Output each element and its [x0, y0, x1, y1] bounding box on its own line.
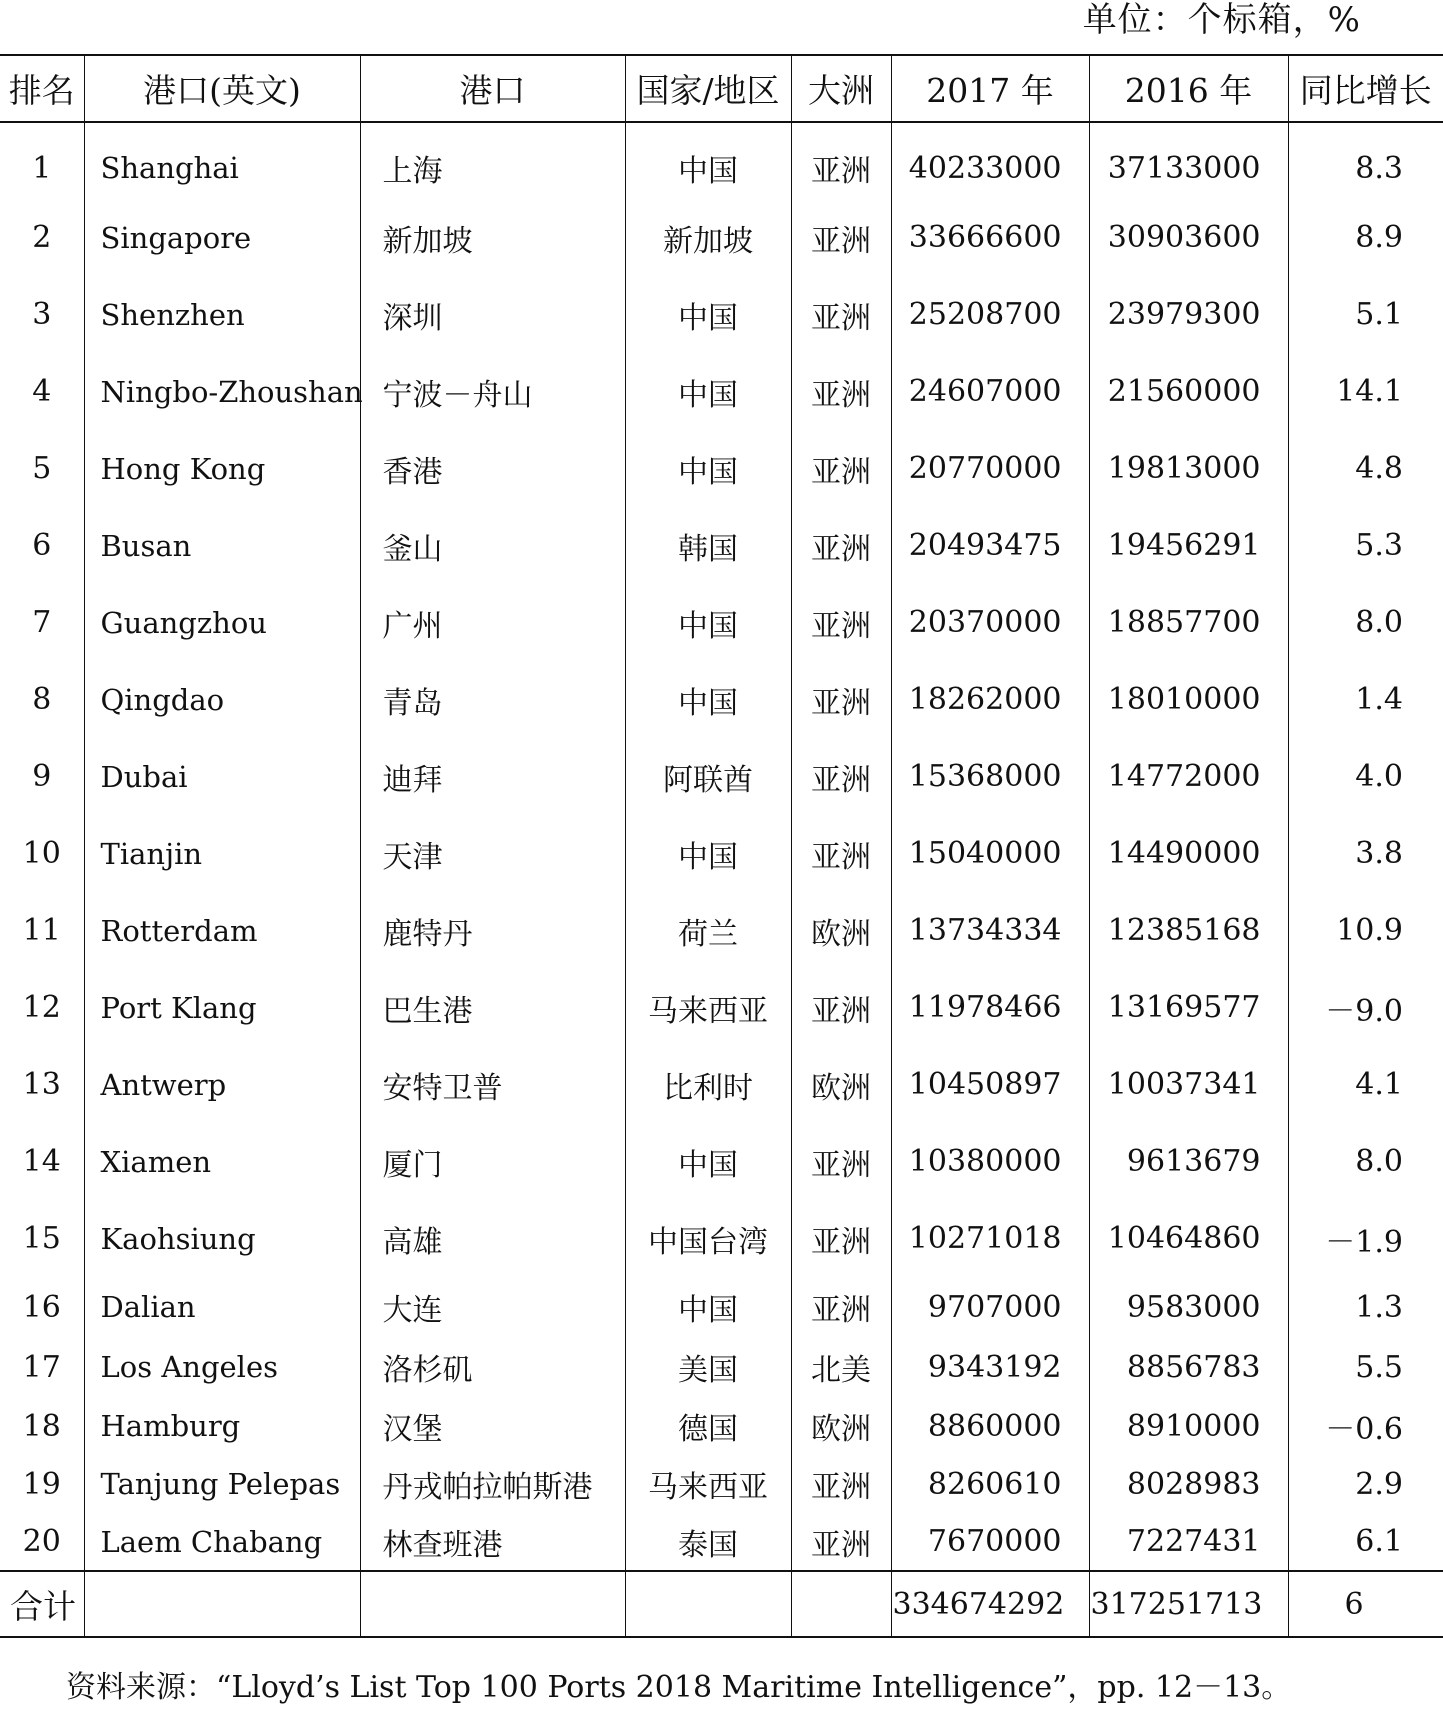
table-row — [0, 1337, 1443, 1397]
teu-2017-cell: 9343192 — [891, 1337, 1089, 1397]
port-en-cell: Antwerp — [84, 1046, 360, 1123]
country-cell: 美国 — [625, 1337, 791, 1397]
table-row — [0, 199, 1443, 276]
teu-2016-cell: 7227431 — [1089, 1513, 1288, 1571]
port-cn-cell: 广州 — [360, 584, 625, 661]
port-en-cell: Guangzhou — [84, 584, 360, 661]
rank-cell: 2 — [32, 220, 52, 255]
country-cell: 中国 — [625, 276, 791, 353]
table-row — [0, 815, 1443, 892]
port-en-cell: Singapore — [84, 199, 360, 276]
rank-cell: 15 — [22, 1221, 61, 1256]
teu-2016-cell: 30903600 — [1089, 199, 1288, 276]
country-cell: 泰国 — [625, 1513, 791, 1571]
teu-2017-cell: 10271018 — [891, 1200, 1089, 1277]
total-label: 合计 — [0, 1571, 84, 1637]
teu-2017-cell: 10380000 — [891, 1123, 1089, 1200]
continent-cell: 亚洲 — [791, 1123, 891, 1200]
teu-2016-cell: 10037341 — [1089, 1046, 1288, 1123]
table-row — [0, 1200, 1443, 1277]
growth-cell: 4.8 — [1288, 430, 1443, 507]
port-cn-cell: 鹿特丹 — [360, 892, 625, 969]
rank-cell: 20 — [22, 1524, 61, 1559]
growth-cell: 10.9 — [1288, 892, 1443, 969]
table-row — [0, 661, 1443, 738]
port-cn-cell: 巴生港 — [360, 969, 625, 1046]
port-en-cell: Shenzhen — [84, 276, 360, 353]
teu-2017-cell: 15040000 — [891, 815, 1089, 892]
table-row — [0, 584, 1443, 661]
teu-2017-cell: 40233000 — [891, 122, 1089, 199]
growth-cell: 1.3 — [1288, 1277, 1443, 1337]
port-en-cell: Ningbo-Zhoushan — [84, 353, 360, 430]
table-row — [0, 892, 1443, 969]
rank-cell: 19 — [22, 1466, 61, 1502]
teu-2017-cell: 20493475 — [891, 507, 1089, 584]
port-cn-cell: 新加坡 — [360, 199, 625, 276]
rank-cell: 18 — [22, 1408, 61, 1444]
total-empty-cell — [84, 1571, 360, 1637]
table-row — [0, 353, 1443, 430]
rank-cell: 9 — [32, 759, 52, 794]
country-cell: 比利时 — [625, 1046, 791, 1123]
country-cell: 中国 — [625, 430, 791, 507]
port-cn-cell: 宁波－舟山 — [360, 353, 625, 430]
teu-2017-cell: 8860000 — [891, 1397, 1089, 1455]
header-country: 国家/地区 — [625, 55, 791, 122]
table-row — [0, 507, 1443, 584]
continent-cell: 亚洲 — [791, 353, 891, 430]
table-row — [0, 738, 1443, 815]
country-cell: 新加坡 — [625, 199, 791, 276]
port-en-cell: Tianjin — [84, 815, 360, 892]
port-cn-cell: 大连 — [360, 1277, 625, 1337]
continent-cell: 亚洲 — [791, 661, 891, 738]
rank-cell: 8 — [32, 682, 52, 717]
continent-cell: 亚洲 — [791, 815, 891, 892]
rank-cell: 12 — [22, 990, 61, 1025]
continent-cell: 欧洲 — [791, 892, 891, 969]
teu-2016-cell: 18010000 — [1089, 661, 1288, 738]
total-empty-cell — [625, 1571, 791, 1637]
country-cell: 马来西亚 — [625, 1455, 791, 1513]
total-empty-cell — [360, 1571, 625, 1637]
teu-2016-cell: 19813000 — [1089, 430, 1288, 507]
table-body — [0, 122, 1443, 1571]
port-en-cell: Dalian — [84, 1277, 360, 1337]
growth-cell: 5.3 — [1288, 507, 1443, 584]
country-cell: 中国台湾 — [625, 1200, 791, 1277]
unit-note: 单位：个标箱，% — [1082, 0, 1361, 40]
growth-cell: 8.0 — [1288, 584, 1443, 661]
continent-cell: 欧洲 — [791, 1046, 891, 1123]
teu-2016-cell: 12385168 — [1089, 892, 1288, 969]
total-2016: 317251713 — [1089, 1571, 1288, 1637]
growth-cell: －1.9 — [1288, 1200, 1443, 1277]
continent-cell: 亚洲 — [791, 969, 891, 1046]
port-en-cell: Los Angeles — [84, 1337, 360, 1397]
country-cell: 荷兰 — [625, 892, 791, 969]
teu-2017-cell: 7670000 — [891, 1513, 1089, 1571]
table-row — [0, 1513, 1443, 1571]
rank-cell: 13 — [22, 1067, 61, 1102]
country-cell: 中国 — [625, 1123, 791, 1200]
port-cn-cell: 丹戎帕拉帕斯港 — [360, 1455, 625, 1513]
growth-cell: 8.0 — [1288, 1123, 1443, 1200]
continent-cell: 亚洲 — [791, 1513, 891, 1571]
teu-2016-cell: 37133000 — [1089, 122, 1288, 199]
table-row — [0, 1455, 1443, 1513]
rank-cell: 10 — [22, 836, 61, 871]
total-row — [0, 1571, 1443, 1637]
growth-cell: 1.4 — [1288, 661, 1443, 738]
teu-2016-cell: 8856783 — [1089, 1337, 1288, 1397]
port-cn-cell: 上海 — [360, 122, 625, 199]
port-en-cell: Shanghai — [84, 122, 360, 199]
continent-cell: 亚洲 — [791, 1200, 891, 1277]
continent-cell: 亚洲 — [791, 738, 891, 815]
teu-2017-cell: 25208700 — [891, 276, 1089, 353]
port-en-cell: Tanjung Pelepas — [84, 1455, 360, 1513]
header-port-cn: 港口 — [360, 55, 625, 122]
port-cn-cell: 汉堡 — [360, 1397, 625, 1455]
growth-cell: 2.9 — [1288, 1455, 1443, 1513]
port-cn-cell: 厦门 — [360, 1123, 625, 1200]
header-rank: 排名 — [0, 55, 84, 122]
country-cell: 德国 — [625, 1397, 791, 1455]
rank-cell: 3 — [32, 297, 52, 332]
growth-cell: 5.1 — [1288, 276, 1443, 353]
port-en-cell: Dubai — [84, 738, 360, 815]
growth-cell: 3.8 — [1288, 815, 1443, 892]
teu-2017-cell: 9707000 — [891, 1277, 1089, 1337]
port-en-cell: Hong Kong — [84, 430, 360, 507]
teu-2016-cell: 18857700 — [1089, 584, 1288, 661]
header-growth: 同比增长 — [1288, 55, 1443, 122]
country-cell: 马来西亚 — [625, 969, 791, 1046]
teu-2017-cell: 11978466 — [891, 969, 1089, 1046]
continent-cell: 亚洲 — [791, 276, 891, 353]
port-en-cell: Kaohsiung — [84, 1200, 360, 1277]
port-cn-cell: 高雄 — [360, 1200, 625, 1277]
growth-cell: 8.9 — [1288, 199, 1443, 276]
teu-2017-cell: 10450897 — [891, 1046, 1089, 1123]
teu-2017-cell: 20770000 — [891, 430, 1089, 507]
port-cn-cell: 天津 — [360, 815, 625, 892]
teu-2016-cell: 19456291 — [1089, 507, 1288, 584]
rank-cell: 11 — [22, 913, 61, 948]
teu-2017-cell: 20370000 — [891, 584, 1089, 661]
continent-cell: 北美 — [791, 1337, 891, 1397]
teu-2016-cell: 9583000 — [1089, 1277, 1288, 1337]
teu-2017-cell: 18262000 — [891, 661, 1089, 738]
port-cn-cell: 安特卫普 — [360, 1046, 625, 1123]
header-2016: 2016 年 — [1089, 55, 1288, 122]
continent-cell: 亚洲 — [791, 507, 891, 584]
total-2017: 334674292 — [891, 1571, 1089, 1637]
teu-2016-cell: 8028983 — [1089, 1455, 1288, 1513]
rank-cell: 16 — [22, 1289, 61, 1325]
teu-2016-cell: 9613679 — [1089, 1123, 1288, 1200]
teu-2016-cell: 10464860 — [1089, 1200, 1288, 1277]
teu-2017-cell: 24607000 — [891, 353, 1089, 430]
table-row — [0, 430, 1443, 507]
continent-cell: 亚洲 — [791, 199, 891, 276]
port-en-cell: Port Klang — [84, 969, 360, 1046]
growth-cell: －9.0 — [1288, 969, 1443, 1046]
teu-2016-cell: 23979300 — [1089, 276, 1288, 353]
rank-cell: 5 — [32, 451, 52, 486]
port-cn-cell: 深圳 — [360, 276, 625, 353]
port-cn-cell: 迪拜 — [360, 738, 625, 815]
rank-cell: 14 — [22, 1144, 61, 1179]
port-cn-cell: 香港 — [360, 430, 625, 507]
header-row — [0, 55, 1443, 122]
country-cell: 中国 — [625, 1277, 791, 1337]
port-cn-cell: 青岛 — [360, 661, 625, 738]
continent-cell: 欧洲 — [791, 1397, 891, 1455]
table-row — [0, 1046, 1443, 1123]
teu-2016-cell: 8910000 — [1089, 1397, 1288, 1455]
rank-cell: 17 — [22, 1349, 61, 1385]
header-2017: 2017 年 — [891, 55, 1089, 122]
growth-cell: 4.0 — [1288, 738, 1443, 815]
header-continent: 大洲 — [791, 55, 891, 122]
port-en-cell: Laem Chabang — [84, 1513, 360, 1571]
teu-2016-cell: 21560000 — [1089, 353, 1288, 430]
country-cell: 中国 — [625, 353, 791, 430]
table-row — [0, 1277, 1443, 1337]
header-port-en: 港口(英文) — [84, 55, 360, 122]
growth-cell: 8.3 — [1288, 122, 1443, 199]
table-row — [0, 1123, 1443, 1200]
country-cell: 韩国 — [625, 507, 791, 584]
rank-cell: 1 — [32, 150, 52, 186]
port-en-cell: Qingdao — [84, 661, 360, 738]
source-note: 资料来源：“Lloyd’s List Top 100 Ports 2018 Maritime Intelligence”，pp. 12－13。 — [66, 1670, 1292, 1705]
rank-cell: 6 — [32, 528, 52, 563]
teu-2017-cell: 13734334 — [891, 892, 1089, 969]
rank-cell: 7 — [32, 605, 52, 640]
rank-cell: 4 — [32, 374, 52, 409]
teu-2017-cell: 15368000 — [891, 738, 1089, 815]
growth-cell: 6.1 — [1288, 1513, 1443, 1571]
growth-cell: 14.1 — [1288, 353, 1443, 430]
port-cn-cell: 林查班港 — [360, 1513, 625, 1571]
port-en-cell: Hamburg — [84, 1397, 360, 1455]
port-en-cell: Xiamen — [84, 1123, 360, 1200]
teu-2016-cell: 14772000 — [1089, 738, 1288, 815]
port-cn-cell: 洛杉矶 — [360, 1337, 625, 1397]
continent-cell: 亚洲 — [791, 430, 891, 507]
port-en-cell: Rotterdam — [84, 892, 360, 969]
continent-cell: 亚洲 — [791, 584, 891, 661]
growth-cell: －0.6 — [1288, 1397, 1443, 1455]
teu-2016-cell: 14490000 — [1089, 815, 1288, 892]
continent-cell: 亚洲 — [791, 1455, 891, 1513]
total-growth: 6 — [1288, 1571, 1443, 1637]
table-row — [0, 276, 1443, 353]
port-ranking-table — [0, 54, 1443, 1638]
continent-cell: 亚洲 — [791, 122, 891, 199]
teu-2017-cell: 33666600 — [891, 199, 1089, 276]
table-row — [0, 969, 1443, 1046]
country-cell: 中国 — [625, 661, 791, 738]
growth-cell: 5.5 — [1288, 1337, 1443, 1397]
port-en-cell: Busan — [84, 507, 360, 584]
country-cell: 中国 — [625, 122, 791, 199]
total-empty-cell — [791, 1571, 891, 1637]
country-cell: 中国 — [625, 584, 791, 661]
table-row — [0, 122, 1443, 199]
country-cell: 中国 — [625, 815, 791, 892]
continent-cell: 亚洲 — [791, 1277, 891, 1337]
teu-2016-cell: 13169577 — [1089, 969, 1288, 1046]
table-row — [0, 1397, 1443, 1455]
teu-2017-cell: 8260610 — [891, 1455, 1089, 1513]
port-cn-cell: 釜山 — [360, 507, 625, 584]
country-cell: 阿联酋 — [625, 738, 791, 815]
growth-cell: 4.1 — [1288, 1046, 1443, 1123]
